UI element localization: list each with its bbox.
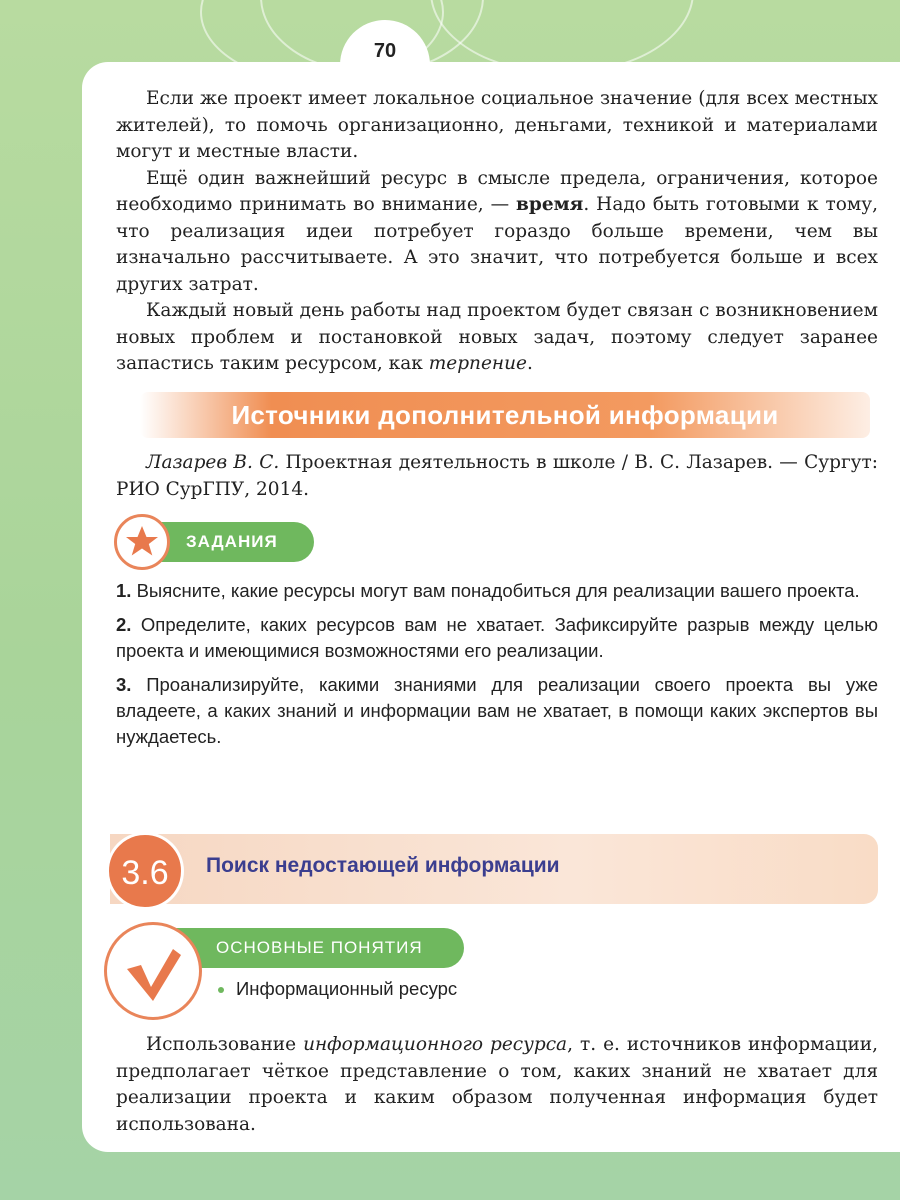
task-item xyxy=(116,612,878,664)
sources-reference xyxy=(116,450,878,503)
star-icon-svg xyxy=(117,517,167,567)
section-title: Поиск недостающей информации xyxy=(206,854,560,877)
section-number: 3.6 xyxy=(106,832,184,910)
task-number: 3. xyxy=(116,674,132,695)
closing-text xyxy=(116,1032,878,1138)
paragraph xyxy=(116,298,878,378)
concepts-label: ОСНОВНЫЕ ПОНЯТИЯ xyxy=(160,928,464,968)
task-number: 1. xyxy=(116,580,132,601)
paragraph-part: , т. е. источников информации, предполагает чёткое представление о том, каких знаний не хватает для реализации проекта и каким образом полученная информация будет использована. xyxy=(116,1034,878,1135)
paragraph-part: Ещё один важнейший ресурс в смысле предела, ограничения, которое необходимо принимать во внимание, — xyxy=(116,167,878,215)
task-text: Определите, каких ресурсов вам не хватает. Зафиксируйте разрыв между целью проекта и имеющимися возможностями его реализации. xyxy=(116,614,878,661)
paragraph-part: Использование xyxy=(146,1034,304,1055)
tasks-list xyxy=(116,578,878,758)
emphasis-word: терпение xyxy=(428,353,527,374)
task-item xyxy=(116,672,878,750)
concept-item xyxy=(218,978,457,1000)
emphasis-word: информационного ресурса xyxy=(303,1034,568,1055)
paragraph: Если же проект имеет локальное социальное значение (для всех местных жителей), то помочь организационно, деньгами, техникой и материалами могут и местные власти. xyxy=(116,88,878,162)
tasks-label: ЗАДАНИЯ xyxy=(130,522,314,562)
emphasis-word: время xyxy=(516,194,584,215)
intro-text xyxy=(116,86,878,378)
task-item xyxy=(116,578,878,604)
concept-text: Информационный ресурс xyxy=(236,978,458,999)
task-text: Проанализируйте, какими знаниями для реализации своего проекта вы уже владеете, а каких знаний и информации вам не хватает, в помощи каких экспертов вы нуждаетесь. xyxy=(116,674,878,747)
reference-author: Лазарев В. С. xyxy=(146,452,280,473)
paragraph-part: . Надо быть готовыми к тому, что реализация идеи потребует гораздо больше времени, чем вы изначально рассчитываете. А это значит, что потребуется больше и всех других затрат. xyxy=(116,194,878,295)
reference-rest: Проектная деятельность в школе / В. С. Лазарев. — Сургут: РИО СурГПУ, 2014. xyxy=(116,452,878,500)
checkmark-icon xyxy=(104,922,202,1020)
sources-reference-block xyxy=(116,450,878,503)
paragraph xyxy=(116,166,878,299)
task-text: Выясните, какие ресурсы могут вам понадобиться для реализации вашего проекта. xyxy=(136,580,860,601)
paragraph-part: . xyxy=(526,353,533,374)
task-number: 2. xyxy=(116,614,132,635)
sources-title: Источники дополнительной информации xyxy=(231,400,779,430)
paragraph-part: Каждый новый день работы над проектом будет связан с возникновением новых проблем и постановкой новых задач, поэтому следует заранее запастись таким ресурсом, как xyxy=(116,300,878,374)
star-icon xyxy=(114,514,170,570)
paragraph xyxy=(116,1032,878,1138)
bullet-icon xyxy=(218,987,224,993)
checkmark-icon-svg xyxy=(107,925,199,1017)
sources-banner xyxy=(140,392,870,438)
page-number: 70 xyxy=(340,20,430,84)
